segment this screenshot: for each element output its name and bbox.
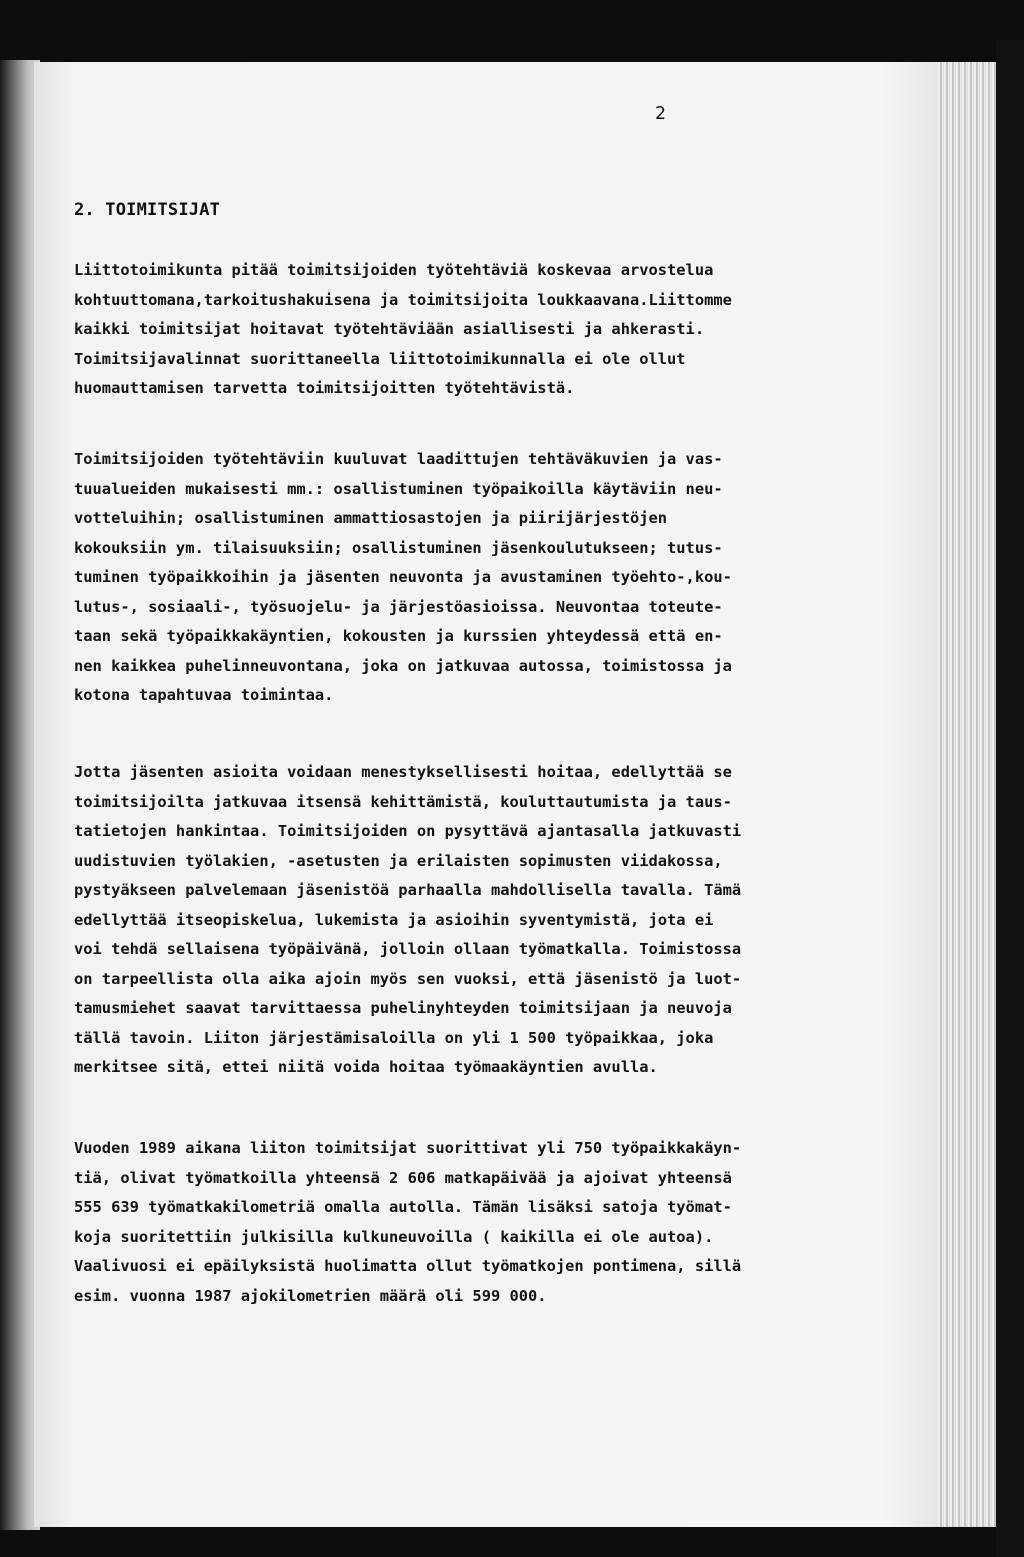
text-line: voi tehdä sellaisena työpäivänä, jolloin ollaan työmatkalla. Toimistossa: [74, 940, 742, 958]
text-line: huomauttamisen tarvetta toimitsijoitten työtehtävistä.: [74, 379, 575, 397]
text-line: kaikki toimitsijat hoitavat työtehtäviään asiallisesti ja ahkerasti.: [74, 320, 705, 338]
text-line: kokouksiin ym. tilaisuuksiin; osallistuminen jäsenkoulutukseen; tutus-: [74, 538, 723, 557]
paragraph-self-development: [74, 758, 794, 1083]
text-line: koja suoritettiin julkisilla kulkuneuvoilla ( kaikilla ei ole autoa).: [74, 1227, 714, 1246]
text-line: lutus-, sosiaali-, työsuojelu- ja järjestöasioissa. Neuvontaa toteute-: [74, 597, 723, 616]
text-line: tuualueiden mukaisesti mm.: osallistuminen työpaikoilla käytäviin neu-: [74, 479, 723, 498]
text-line: kotona tapahtuvaa toimintaa.: [74, 686, 334, 704]
text-line: Toimitsijavalinnat suorittaneella liittotoimikunnalla ei ole ollut: [74, 349, 686, 368]
text-line: Liittotoimikunta pitää toimitsijoiden työtehtäviä koskevaa arvostelua: [74, 261, 714, 279]
text-line: kohtuuttomana,tarkoitushakuisena ja toimitsijoita loukkaavana.Liittomme: [74, 290, 732, 309]
text-line: Vaalivuosi ei epäilyksistä huolimatta ollut työmatkojen pontimena, sillä: [74, 1257, 742, 1275]
text-line: votteluihin; osallistuminen ammattiosastojen ja piirijärjestöjen: [74, 509, 668, 527]
text-line: merkitsee sitä, ettei niitä voida hoitaa työmaakäyntien avulla.: [74, 1058, 658, 1076]
text-line: taan sekä työpaikkakäyntien, kokousten ja kurssien yhteydessä että en-: [74, 627, 723, 645]
text-line: uudistuvien työlakien, -asetusten ja erilaisten sopimusten viidakossa,: [74, 851, 723, 870]
scan-right-shadow: [996, 40, 1024, 1557]
text-line: toimitsijoilta jatkuvaa itsensä kehittämistä, kouluttautumista ja taus-: [74, 792, 732, 811]
paragraph-duties: [74, 445, 794, 711]
text-line: tamusmiehet saavat tarvittaessa puhelinyhteyden toimitsijaan ja neuvoja: [74, 999, 732, 1017]
text-line: nen kaikkea puhelinneuvontana, joka on jatkuvaa autossa, toimistossa ja: [74, 656, 732, 675]
paragraph-criticism-response: [74, 256, 794, 404]
text-line: pystyäkseen palvelemaan jäsenistöä parhaalla mahdollisella tavalla. Tämä: [74, 881, 742, 899]
book-page-edges: [938, 62, 996, 1527]
text-line: Toimitsijoiden työtehtäviin kuuluvat laadittujen tehtäväkuvien ja vas-: [74, 450, 723, 468]
text-line: Jotta jäsenten asioita voidaan menestyksellisesti hoitaa, edellyttää se: [74, 763, 732, 781]
text-line: Vuoden 1989 aikana liiton toimitsijat suorittivat yli 750 työpaikkakäyn-: [74, 1139, 742, 1157]
text-line: on tarpeellista olla aika ajoin myös sen vuoksi, että jäsenistö ja luot-: [74, 969, 742, 988]
paragraph-statistics-1989: [74, 1134, 794, 1311]
text-line: tällä tavoin. Liiton järjestämisaloilla on yli 1 500 työpaikkaa, joka: [74, 1028, 714, 1047]
text-line: tatietojen hankintaa. Toimitsijoiden on pysyttävä ajantasalla jatkuvasti: [74, 822, 742, 840]
text-line: 555 639 työmatkakilometriä omalla autolla. Tämän lisäksi satoja työmat-: [74, 1198, 732, 1216]
text-line: tiä, olivat työmatkoilla yhteensä 2 606 matkapäivää ja ajoivat yhteensä: [74, 1168, 732, 1187]
text-line: esim. vuonna 1987 ajokilometrien määrä oli 599 000.: [74, 1286, 547, 1305]
text-line: edellyttää itseopiskelua, lukemista ja asioihin syventymistä, jota ei: [74, 910, 714, 929]
page-number: 2: [655, 103, 666, 124]
text-line: tuminen työpaikkoihin ja jäsenten neuvonta ja avustaminen työehto-,kou-: [74, 568, 732, 586]
section-heading: 2. TOIMITSIJAT: [74, 200, 221, 220]
